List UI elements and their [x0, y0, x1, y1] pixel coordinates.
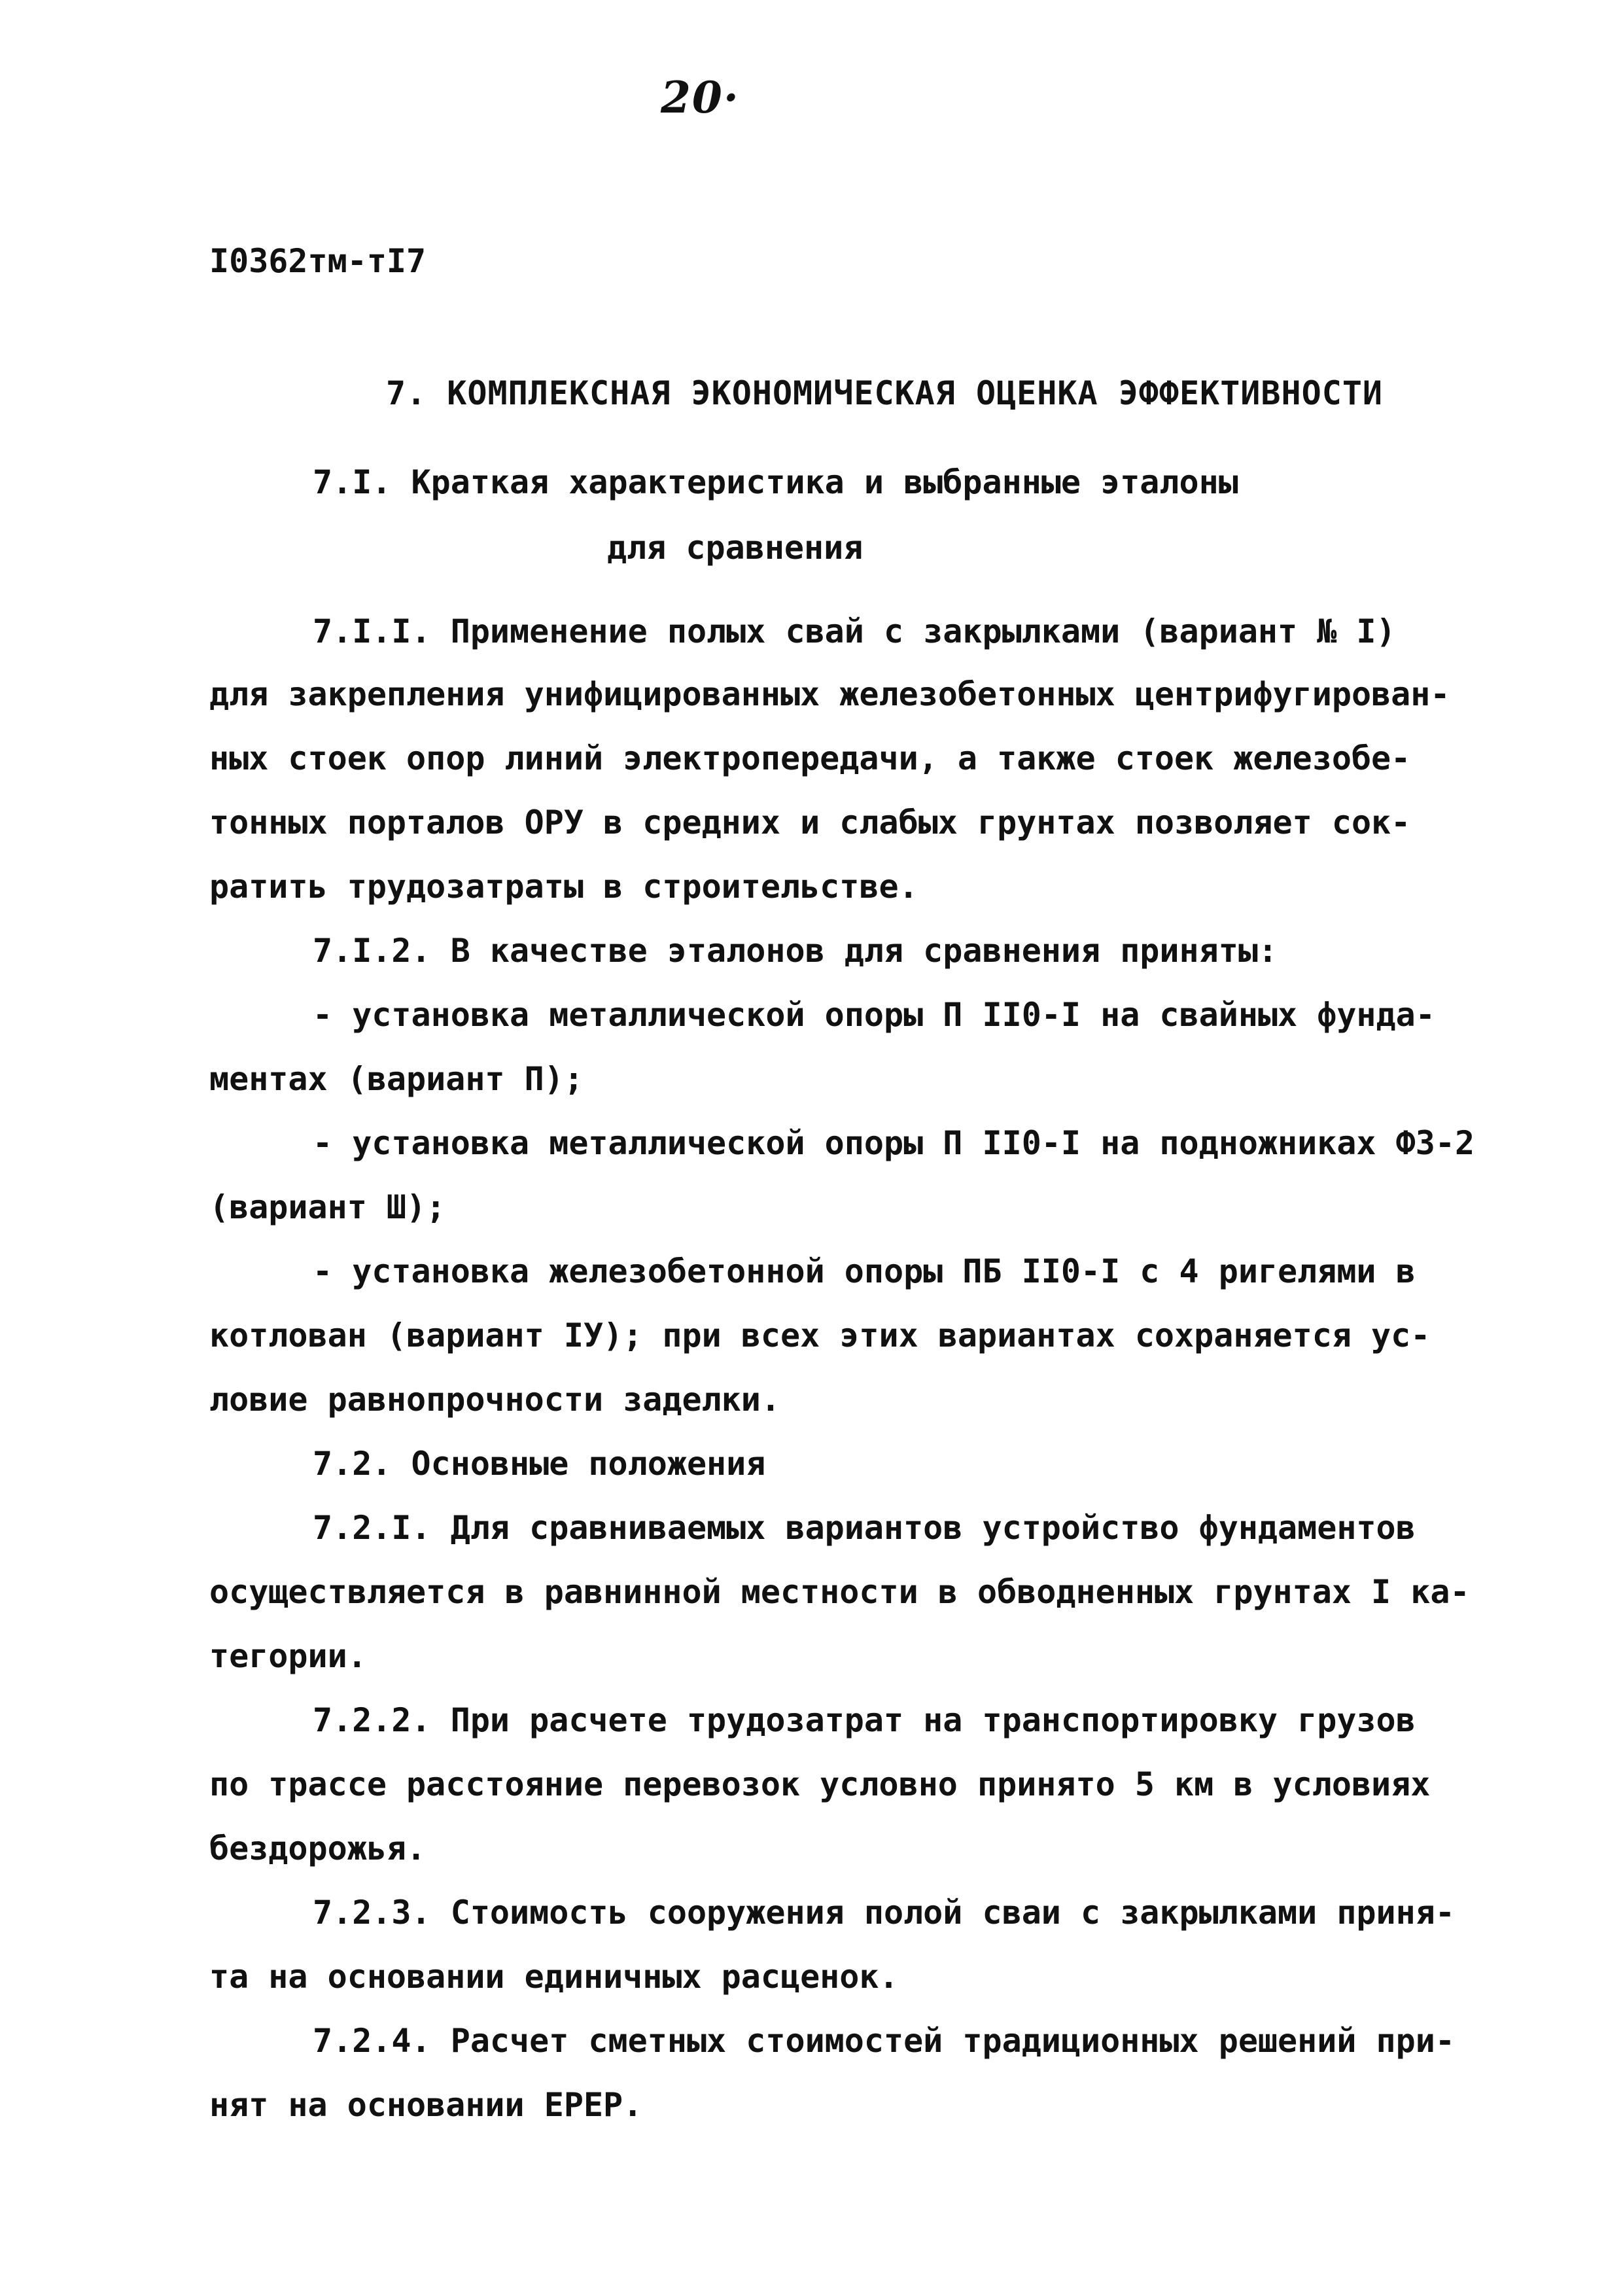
list-item-cont: (вариант Ш); — [209, 1188, 446, 1226]
paragraph-line: по трассе расстояние перевозок условно принято 5 км в условиях — [209, 1765, 1431, 1803]
page-number: 20· — [661, 72, 740, 123]
list-item-cont: котлован (вариант IУ); при всех этих вариантах сохраняется ус- — [209, 1316, 1431, 1354]
paragraph-line: та на основании единичных расценок. — [209, 1958, 899, 1996]
paragraph-line: для закрепления унифицированных железобетонных центрифугирован- — [209, 675, 1450, 713]
list-item: - установка железобетонной опоры ПБ II0-I с 4 ригелями в — [313, 1252, 1416, 1290]
paragraph-line: бездорожья. — [209, 1829, 427, 1867]
subsection-title-cont: для сравнения — [607, 529, 864, 567]
paragraph-line: ратить трудозатраты в строительстве. — [209, 868, 918, 906]
paragraph-line: тонных порталов ОРУ в средних и слабых грунтах позволяет сок- — [209, 804, 1411, 841]
subsection-title: 7.2. Основные положения — [313, 1445, 766, 1483]
paragraph-line: ных стоек опор линий электропередачи, а также стоек железобе- — [209, 739, 1411, 777]
paragraph-line: нят на основании ЕРЕР. — [209, 2086, 643, 2124]
list-item-cont: ловие равнопрочности заделки. — [209, 1381, 780, 1419]
list-item: - установка металлической опоры П II0-I на свайных фунда- — [313, 996, 1435, 1034]
paragraph-line: 7.2.3. Стоимость сооружения полой сваи с закрылками приня- — [313, 1894, 1455, 1932]
subsection-title: 7.I. Краткая характеристика и выбранные эталоны — [313, 463, 1238, 501]
list-item: - установка металлической опоры П II0-I на подножниках Ф3-2 — [313, 1124, 1475, 1162]
paragraph-line: 7.I.2. В качестве эталонов для сравнения приняты: — [313, 932, 1278, 970]
document-code: I0362тм-тI7 — [209, 242, 427, 280]
list-item-cont: ментах (вариант П); — [209, 1060, 584, 1098]
paragraph-line: осуществляется в равнинной местности в обводненных грунтах I ка- — [209, 1573, 1470, 1611]
paragraph-line: 7.2.4. Расчет сметных стоимостей традиционных решений при- — [313, 2022, 1455, 2060]
paragraph-line: 7.2.I. Для сравниваемых вариантов устройство фундаментов — [313, 1509, 1416, 1547]
section-title: 7. КОМПЛЕКСНАЯ ЭКОНОМИЧЕСКАЯ ОЦЕНКА ЭФФЕКТИВНОСТИ — [386, 374, 1384, 412]
paragraph-line: 7.I.I. Применение полых свай с закрылками (вариант № I) — [313, 612, 1396, 650]
paragraph-line: тегории. — [209, 1637, 367, 1675]
paragraph-line: 7.2.2. При расчете трудозатрат на транспортировку грузов — [313, 1701, 1416, 1739]
